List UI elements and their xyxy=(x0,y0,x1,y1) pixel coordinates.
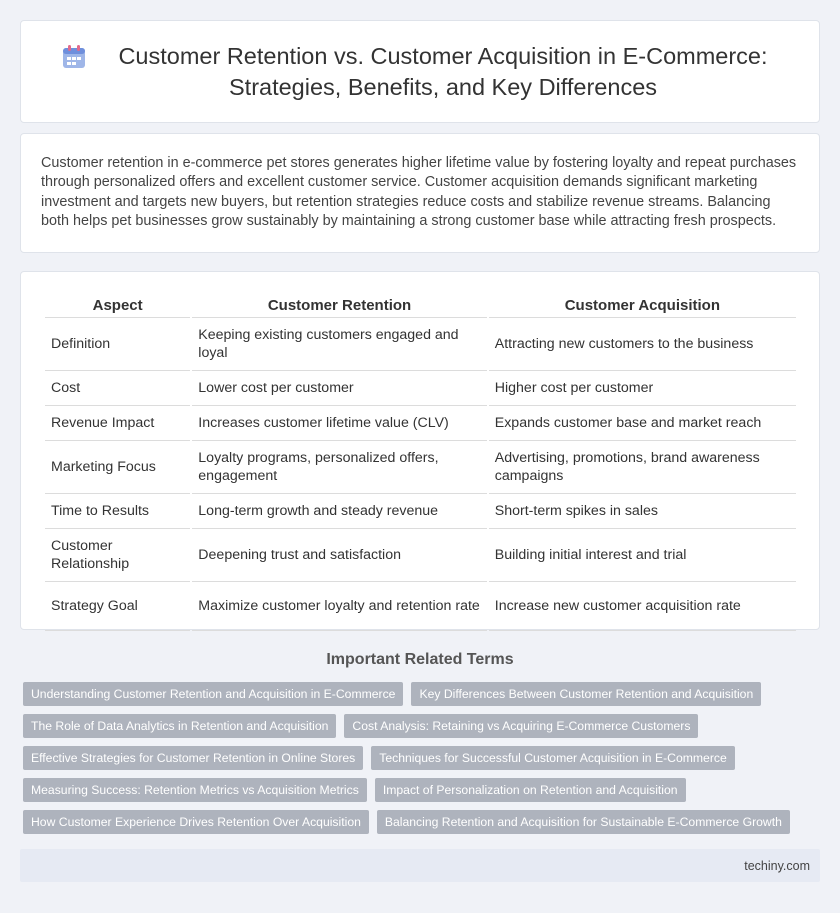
cell-acquisition: Building initial interest and trial xyxy=(489,529,796,582)
table-row xyxy=(45,318,796,371)
header-card xyxy=(20,20,820,123)
cell-retention: Increases customer lifetime value (CLV) xyxy=(192,406,486,441)
related-terms-heading: Important Related Terms xyxy=(326,651,514,668)
table-row xyxy=(45,371,796,406)
calendar-icon xyxy=(61,44,87,70)
related-terms-list xyxy=(23,682,823,842)
cell-aspect: Time to Results xyxy=(45,494,190,529)
comparison-table-card xyxy=(20,271,820,630)
cell-acquisition: Advertising, promotions, brand awareness campaigns xyxy=(489,441,796,494)
related-term-link[interactable]: Key Differences Between Customer Retention and Acquisition xyxy=(411,682,761,706)
cell-retention: Keeping existing customers engaged and loyal xyxy=(192,318,486,371)
cell-aspect: Definition xyxy=(45,318,190,371)
related-term-link[interactable]: How Customer Experience Drives Retention Over Acquisition xyxy=(23,810,369,834)
table-header-row xyxy=(45,296,796,318)
table-row xyxy=(45,441,796,494)
cell-aspect: Strategy Goal xyxy=(45,582,190,631)
cell-retention: Loyalty programs, personalized offers, engagement xyxy=(192,441,486,494)
related-term-link[interactable]: Impact of Personalization on Retention and Acquisition xyxy=(375,778,686,802)
cell-acquisition: Expands customer base and market reach xyxy=(489,406,796,441)
related-term-link[interactable]: Understanding Customer Retention and Acquisition in E-Commerce xyxy=(23,682,403,706)
header-aspect: Aspect xyxy=(45,296,190,318)
footer-site-link[interactable]: techiny.com xyxy=(744,858,810,873)
intro-paragraph: Customer retention in e-commerce pet stores generates higher lifetime value by fostering loyalty and repeat purchases through personalized offers and excellent customer service. Customer acquisition demands significant marketing investment and targets new buyers, but retention strategies reduce costs and stabilize revenue streams. Balancing both helps pet businesses grow sustainably by maintaining a strong customer base while attracting fresh prospects. xyxy=(41,155,797,229)
page-title: Customer Retention vs. Customer Acquisition in E-Commerce: Strategies, Benefits, and Key Differences xyxy=(118,42,768,100)
cell-acquisition: Higher cost per customer xyxy=(489,371,796,406)
related-term-link[interactable]: Measuring Success: Retention Metrics vs Acquisition Metrics xyxy=(23,778,367,802)
title-row xyxy=(21,21,819,122)
related-term-link[interactable]: Balancing Retention and Acquisition for Sustainable E-Commerce Growth xyxy=(377,810,790,834)
header-retention: Customer Retention xyxy=(192,296,486,318)
comparison-table xyxy=(43,296,798,631)
table-row xyxy=(45,406,796,441)
cell-acquisition: Attracting new customers to the business xyxy=(489,318,796,371)
cell-aspect: Customer Relationship xyxy=(45,529,190,582)
related-term-link[interactable]: Cost Analysis: Retaining vs Acquiring E-Commerce Customers xyxy=(344,714,698,738)
cell-retention: Maximize customer loyalty and retention rate xyxy=(192,582,486,631)
cell-aspect: Marketing Focus xyxy=(45,441,190,494)
intro-card xyxy=(20,133,820,253)
cell-aspect: Cost xyxy=(45,371,190,406)
cell-aspect: Revenue Impact xyxy=(45,406,190,441)
table-row xyxy=(45,529,796,582)
cell-acquisition: Short-term spikes in sales xyxy=(489,494,796,529)
cell-acquisition: Increase new customer acquisition rate xyxy=(489,582,796,631)
related-term-link[interactable]: Techniques for Successful Customer Acquisition in E-Commerce xyxy=(371,746,735,770)
related-term-link[interactable]: Effective Strategies for Customer Retention in Online Stores xyxy=(23,746,363,770)
cell-retention: Lower cost per customer xyxy=(192,371,486,406)
related-term-link[interactable]: The Role of Data Analytics in Retention and Acquisition xyxy=(23,714,336,738)
table-row xyxy=(45,582,796,631)
table-row xyxy=(45,494,796,529)
header-acquisition: Customer Acquisition xyxy=(489,296,796,318)
cell-retention: Deepening trust and satisfaction xyxy=(192,529,486,582)
footer xyxy=(20,849,820,882)
cell-retention: Long-term growth and steady revenue xyxy=(192,494,486,529)
